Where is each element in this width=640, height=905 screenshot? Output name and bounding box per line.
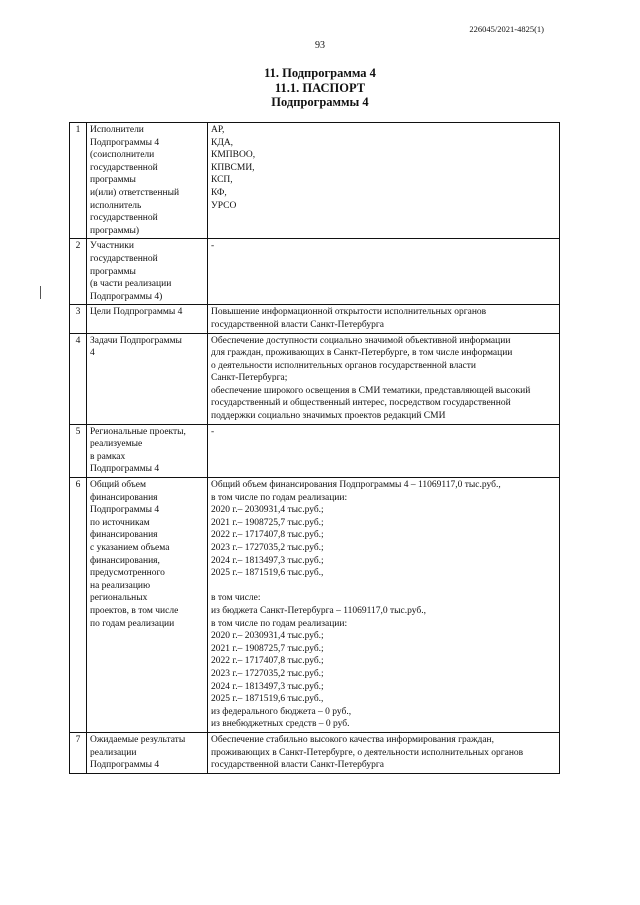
label-line: Подпрограммы 4) (90, 291, 163, 302)
value-line: 2023 г.– 1727035,2 тыс.руб.; (211, 668, 324, 679)
value-line: УРСО (211, 200, 237, 211)
label-line: Подпрограммы 4 (90, 137, 160, 148)
value-line: из бюджета Санкт-Петербурга – 11069117,0 тыс.руб., (211, 605, 426, 616)
label-line: Подпрограммы 4 (90, 464, 160, 475)
value-line: 2024 г.– 1813497,3 тыс.руб.; (211, 681, 324, 692)
row-value (208, 424, 560, 477)
row-label (87, 305, 208, 333)
passport-title: 11.1. ПАСПОРТ (274, 80, 366, 95)
margin-mark (40, 286, 41, 299)
label-line: Региональные проекты, (90, 426, 186, 437)
value-line: государственной власти Санкт-Петербурга (211, 319, 384, 330)
row-label (87, 333, 208, 424)
value-line: 2020 г.– 2030931,4 тыс.руб.; (211, 631, 324, 642)
row-value (208, 239, 560, 305)
document-id: 226045/2021-4825(1) (469, 24, 544, 34)
row-label (87, 239, 208, 305)
label-line: Ожидаемые результаты (90, 734, 186, 745)
subprogram-title: Подпрограммы 4 (271, 95, 369, 109)
value-line: обеспечение широкого освещения в СМИ тематики, представляющей высокий (211, 385, 531, 396)
label-line: проектов, в том числе (90, 605, 179, 616)
label-line: (в части реализации (90, 279, 172, 290)
value-line: 2025 г.– 1871519,6 тыс.руб., (211, 568, 324, 579)
value-line: КДА, (211, 137, 234, 148)
value-line: 2020 г.– 2030931,4 тыс.руб.; (211, 505, 324, 516)
label-line: 4 (90, 348, 95, 359)
label-line: (соисполнители (90, 150, 155, 161)
label-line: Подпрограммы 4 (90, 505, 160, 516)
label-line: государственной (90, 253, 158, 264)
row-value (208, 732, 560, 773)
label-line: по источникам (90, 517, 150, 528)
row-label (87, 123, 208, 239)
value-line: из федерального бюджета – 0 руб., (211, 706, 352, 717)
value-line: КПВСМИ, (211, 162, 255, 173)
page-number: 93 (315, 40, 325, 51)
value-line: в том числе по годам реализации: (211, 618, 348, 629)
label-line: Цели Подпрограммы 4 (90, 307, 183, 318)
value-line: - (211, 426, 215, 437)
row-number: 7 (70, 732, 87, 773)
value-line: КФ, (211, 187, 227, 198)
label-line: в рамках (90, 451, 126, 462)
row-label (87, 732, 208, 773)
row-number: 6 (70, 478, 87, 733)
value-line: 2024 г.– 1813497,3 тыс.руб.; (211, 555, 324, 566)
value-line: из внебюджетных средств – 0 руб. (211, 719, 350, 730)
label-line: Общий объем (90, 480, 147, 491)
row-label (87, 478, 208, 733)
value-line (211, 580, 556, 593)
value-line: в том числе по годам реализации: (211, 492, 348, 503)
table-row (70, 478, 560, 733)
value-line: Обеспечение стабильно высокого качества информирования граждан, (211, 734, 495, 745)
row-value (208, 478, 560, 733)
value-line: КМПВОО, (211, 150, 256, 161)
label-line: Исполнители (90, 125, 144, 135)
row-value (208, 333, 560, 424)
value-line: АР, (211, 125, 225, 135)
label-line: государственной (90, 162, 158, 173)
row-number: 2 (70, 239, 87, 305)
passport-table (69, 122, 560, 774)
label-line: и(или) ответственный (90, 187, 180, 198)
value-line: 2021 г.– 1908725,7 тыс.руб.; (211, 643, 324, 654)
value-line: поддержки социально значимых проектов редакций СМИ (211, 411, 446, 422)
value-line: КСП, (211, 175, 233, 186)
value-line: государственный и общественный интерес, посредством государственной (211, 398, 511, 409)
row-value (208, 123, 560, 239)
label-line: на реализацию (90, 580, 151, 591)
value-line: Общий объем финансирования Подпрограммы 4 – 11069117,0 тыс.руб., (211, 480, 501, 491)
value-line: 2021 г.– 1908725,7 тыс.руб.; (211, 517, 324, 528)
value-line: о деятельности исполнительных органов государственной власти (211, 360, 476, 371)
value-line: - (211, 241, 215, 252)
value-line: проживающих в Санкт-Петербурге, о деятельности исполнительных органов (211, 747, 524, 758)
table-row (70, 123, 560, 239)
label-line: Задачи Подпрограммы (90, 335, 182, 346)
section-titles (0, 66, 640, 110)
table-row (70, 305, 560, 333)
value-line: в том числе: (211, 593, 261, 604)
label-line: по годам реализации (90, 618, 175, 629)
label-line: программы) (90, 225, 140, 236)
label-line: государственной (90, 213, 158, 224)
value-line: для граждан, проживающих в Санкт-Петербурге, в том числе информации (211, 348, 513, 359)
value-line: Санкт-Петербурга; (211, 373, 288, 384)
label-line: Участники (90, 241, 134, 252)
table-row (70, 333, 560, 424)
row-value (208, 305, 560, 333)
row-number: 1 (70, 123, 87, 239)
label-line: финансирования, (90, 555, 160, 566)
value-line: 2022 г.– 1717407,8 тыс.руб.; (211, 656, 324, 667)
table-row (70, 732, 560, 773)
table-row (70, 424, 560, 477)
label-line: финансирования (90, 492, 158, 503)
value-line: 2025 г.– 1871519,6 тыс.руб., (211, 694, 324, 705)
label-line: реализуемые (90, 439, 143, 450)
row-label (87, 424, 208, 477)
value-line: Повышение информационной открытости исполнительных органов (211, 307, 487, 318)
row-number: 4 (70, 333, 87, 424)
label-line: исполнитель (90, 200, 142, 211)
label-line: Подпрограммы 4 (90, 760, 160, 771)
label-line: предусмотренного (90, 568, 165, 579)
value-line: Обеспечение доступности социально значимой объективной информации (211, 335, 511, 346)
value-line: государственной власти Санкт-Петербурга (211, 760, 384, 771)
table-row (70, 239, 560, 305)
section-title: 11. Подпрограмма 4 (264, 66, 376, 80)
label-line: финансирования (90, 530, 158, 541)
label-line: программы (90, 175, 136, 186)
label-line: с указанием объема (90, 543, 170, 553)
value-line: 2023 г.– 1727035,2 тыс.руб.; (211, 543, 324, 553)
label-line: реализации (90, 747, 137, 758)
row-number: 3 (70, 305, 87, 333)
row-number: 5 (70, 424, 87, 477)
label-line: региональных (90, 593, 148, 604)
value-line: 2022 г.– 1717407,8 тыс.руб.; (211, 530, 324, 541)
label-line: программы (90, 266, 136, 277)
